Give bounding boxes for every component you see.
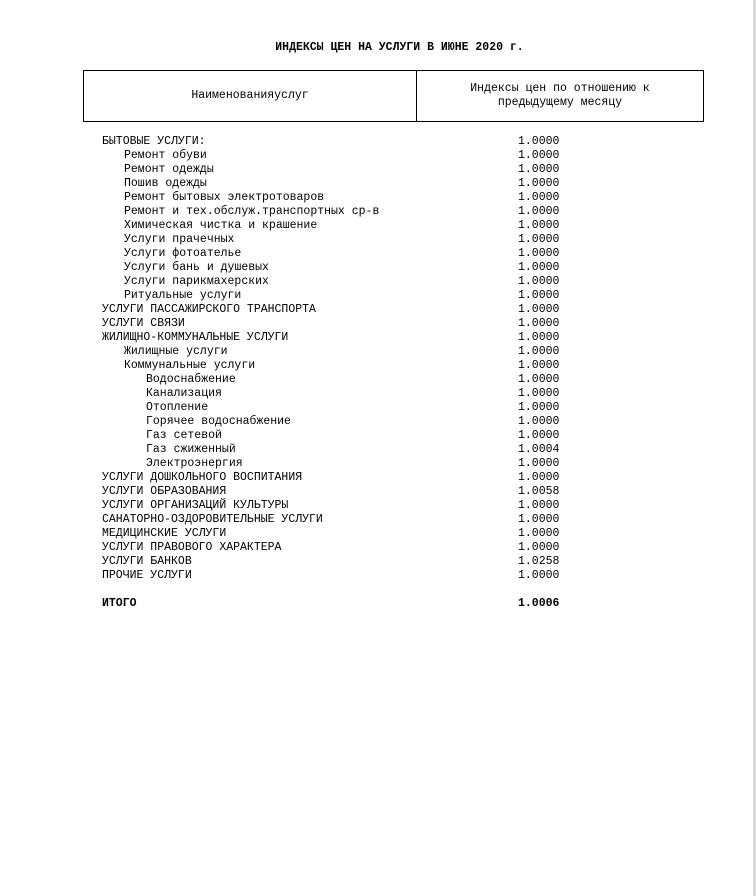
service-name: САНАТОРНО-ОЗДОРОВИТЕЛЬНЫЕ УСЛУГИ xyxy=(102,513,323,526)
index-value: 1.0000 xyxy=(518,331,560,344)
table-row xyxy=(102,135,582,149)
service-name: УСЛУГИ ПРАВОВОГО ХАРАКТЕРА xyxy=(102,541,282,554)
index-value: 1.0000 xyxy=(518,177,560,190)
service-name: Услуги фотоателье xyxy=(124,247,242,260)
service-name: Коммунальные услуги xyxy=(124,359,256,372)
table-row xyxy=(102,163,582,177)
index-value: 1.0000 xyxy=(518,191,560,204)
index-value: 1.0000 xyxy=(518,275,560,288)
table-row xyxy=(102,331,582,345)
service-name: Водоснабжение xyxy=(146,373,236,386)
service-name: Газ сжиженный xyxy=(146,443,236,456)
service-name: УСЛУГИ ОРГАНИЗАЦИЙ КУЛЬТУРЫ xyxy=(102,499,289,512)
index-value: 1.0000 xyxy=(518,261,560,274)
table-row xyxy=(102,303,582,317)
document-title: ИНДЕКСЫ ЦЕН НА УСЛУГИ В ИЮНЕ 2020 г. xyxy=(275,41,524,54)
index-value: 1.0000 xyxy=(518,527,560,540)
index-value: 1.0000 xyxy=(518,149,560,162)
index-value: 1.0000 xyxy=(518,569,560,582)
table-row xyxy=(102,247,582,261)
index-value: 1.0000 xyxy=(518,163,560,176)
service-name: Ремонт и тех.обслуж.транспортных ср-в xyxy=(124,205,380,218)
table-row xyxy=(102,541,582,555)
service-name: Жилищные услуги xyxy=(124,345,228,358)
service-name: Химическая чистка и крашение xyxy=(124,219,318,232)
table-row xyxy=(102,429,582,443)
table-row xyxy=(102,205,582,219)
table-row xyxy=(102,485,582,499)
table-header xyxy=(83,70,704,122)
table-row xyxy=(102,443,582,457)
table-row xyxy=(102,415,582,429)
service-name: Ремонт бытовых электротоваров xyxy=(124,191,325,204)
service-name: ЖИЛИЩНО-КОММУНАЛЬНЫЕ УСЛУГИ xyxy=(102,331,289,344)
table-row xyxy=(102,513,582,527)
index-value: 1.0000 xyxy=(518,247,560,260)
table-row xyxy=(102,569,582,583)
index-value: 1.0058 xyxy=(518,485,560,498)
index-value: 1.0000 xyxy=(518,373,560,386)
table-row xyxy=(102,289,582,303)
index-value: 1.0004 xyxy=(518,443,560,456)
table-row xyxy=(102,345,582,359)
index-value: 1.0000 xyxy=(518,429,560,442)
index-value: 1.0000 xyxy=(518,471,560,484)
column-header-name: Наименованияуслуг xyxy=(84,71,417,121)
index-value: 1.0000 xyxy=(518,415,560,428)
service-name: УСЛУГИ БАНКОВ xyxy=(102,555,192,568)
service-name: Услуги бань и душевых xyxy=(124,261,269,274)
service-name: Пошив одежды xyxy=(124,177,207,190)
table-row xyxy=(102,457,582,471)
table-row xyxy=(102,471,582,485)
index-value: 1.0000 xyxy=(518,499,560,512)
index-value: 1.0000 xyxy=(518,457,560,470)
table-row xyxy=(102,275,582,289)
table-row xyxy=(102,387,582,401)
total-label: ИТОГО xyxy=(102,597,137,610)
service-name: БЫТОВЫЕ УСЛУГИ: xyxy=(102,135,206,148)
table-row xyxy=(102,401,582,415)
service-name: УСЛУГИ ПАССАЖИРСКОГО ТРАНСПОРТА xyxy=(102,303,316,316)
index-value: 1.0000 xyxy=(518,541,560,554)
table-row xyxy=(102,359,582,373)
service-name: Услуги прачечных xyxy=(124,233,235,246)
index-value: 1.0000 xyxy=(518,205,560,218)
table-row xyxy=(102,233,582,247)
table-row xyxy=(102,499,582,513)
table-row xyxy=(102,149,582,163)
service-name: Ремонт обуви xyxy=(124,149,207,162)
service-name: МЕДИЦИНСКИЕ УСЛУГИ xyxy=(102,527,227,540)
index-value: 1.0000 xyxy=(518,233,560,246)
table-row xyxy=(102,317,582,331)
service-name: УСЛУГИ ОБРАЗОВАНИЯ xyxy=(102,485,227,498)
table-row xyxy=(102,219,582,233)
table-row xyxy=(102,373,582,387)
index-value: 1.0000 xyxy=(518,289,560,302)
index-value: 1.0000 xyxy=(518,387,560,400)
index-value: 1.0000 xyxy=(518,219,560,232)
index-value: 1.0258 xyxy=(518,555,560,568)
table-row xyxy=(102,261,582,275)
index-value: 1.0000 xyxy=(518,303,560,316)
index-value: 1.0000 xyxy=(518,135,560,148)
table-row xyxy=(102,191,582,205)
service-name: Электроэнергия xyxy=(146,457,243,470)
service-name: Ритуальные услуги xyxy=(124,289,242,302)
table-row xyxy=(102,177,582,191)
index-value: 1.0000 xyxy=(518,317,560,330)
service-name: Услуги парикмахерских xyxy=(124,275,269,288)
index-value: 1.0000 xyxy=(518,345,560,358)
price-index-list xyxy=(102,135,582,583)
service-name: Ремонт одежды xyxy=(124,163,214,176)
service-name: ПРОЧИЕ УСЛУГИ xyxy=(102,569,192,582)
service-name: Горячее водоснабжение xyxy=(146,415,291,428)
service-name: Канализация xyxy=(146,387,222,400)
service-name: Газ сетевой xyxy=(146,429,222,442)
index-value: 1.0000 xyxy=(518,359,560,372)
column-header-index: Индексы цен по отношению к предыдущему месяцу xyxy=(470,82,650,109)
service-name: УСЛУГИ ДОШКОЛЬНОГО ВОСПИТАНИЯ xyxy=(102,471,303,484)
table-row xyxy=(102,555,582,569)
table-row xyxy=(102,527,582,541)
service-name: Отопление xyxy=(146,401,209,414)
total-value: 1.0006 xyxy=(518,597,560,610)
total-row xyxy=(102,597,582,611)
index-value: 1.0000 xyxy=(518,513,560,526)
service-name: УСЛУГИ СВЯЗИ xyxy=(102,317,185,330)
index-value: 1.0000 xyxy=(518,401,560,414)
